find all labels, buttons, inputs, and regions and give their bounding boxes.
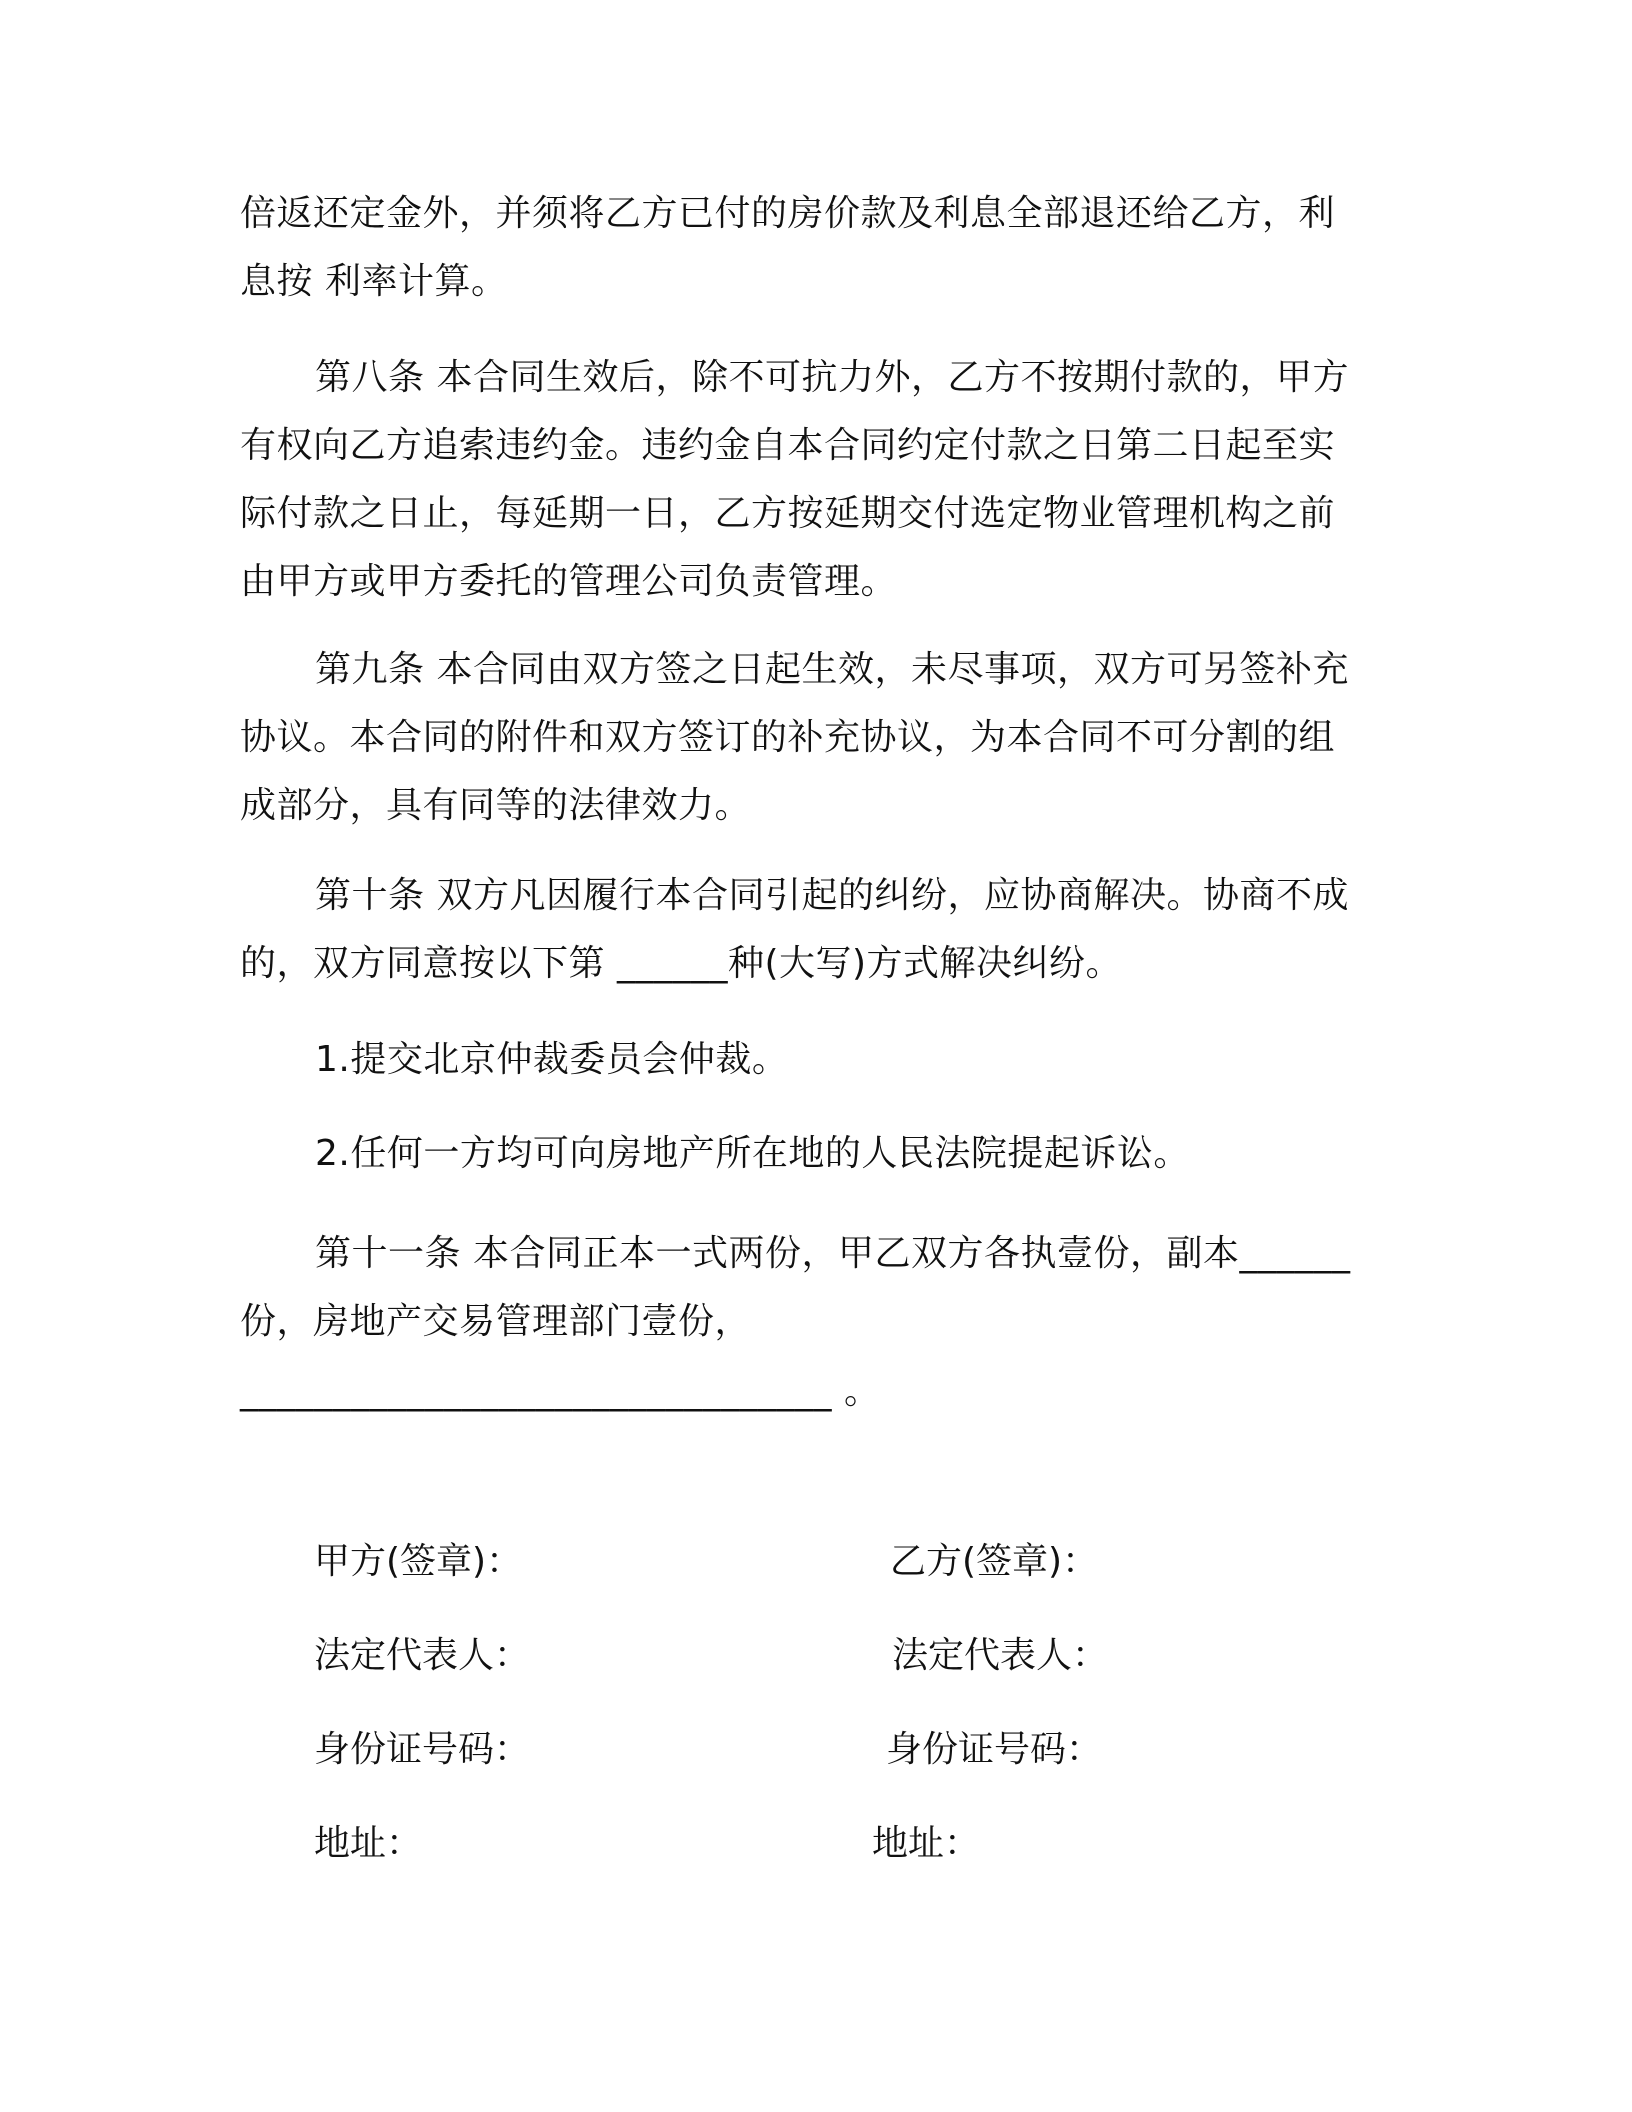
paragraph-article-8 (240, 344, 1380, 616)
party-b-rep-label: 法定代表人： (892, 1635, 1109, 1676)
text-line: 息按 利率计算。 (240, 261, 508, 302)
text-line: 成部分，具有同等的法律效力。 (240, 785, 752, 826)
text-line: 第八条 本合同生效后，除不可抗力外，乙方不按期付款的，甲方 (315, 357, 1349, 398)
party-b-address-label: 地址： (872, 1823, 981, 1864)
party-a-id-label: 身份证号码： (314, 1729, 531, 1770)
text-line: 的，双方同意按以下第 ______种(大写)方式解决纠纷。 (240, 943, 1123, 984)
paragraph-option-1 (240, 1026, 1380, 1094)
party-b-id-label: 身份证号码： (886, 1729, 1103, 1770)
text-line: 份，房地产交易管理部门壹份， (240, 1301, 752, 1342)
text-line: 第十条 双方凡因履行本合同引起的纠纷，应协商解决。协商不成 (315, 875, 1349, 916)
paragraph-article-10 (240, 862, 1380, 998)
text-line: 际付款之日止，每延期一日，乙方按延期交付选定物业管理机构之前 (240, 493, 1336, 534)
paragraph-option-2 (240, 1120, 1380, 1188)
text-line: 由甲方或甲方委托的管理公司负责管理。 (240, 561, 898, 602)
text-line: 协议。本合同的附件和双方签订的补充协议，为本合同不可分割的组 (240, 717, 1336, 758)
text-line: 第十一条 本合同正本一式两份，甲乙双方各执壹份，副本______ (315, 1233, 1351, 1274)
party-b-seal-label: 乙方(签章)： (890, 1541, 1099, 1582)
paragraph-continuation (240, 180, 1380, 316)
text-line: 1.提交北京仲裁委员会仲裁。 (315, 1039, 789, 1080)
party-a-seal-label: 甲方(签章)： (314, 1541, 523, 1582)
text-line: 2.任何一方均可向房地产所在地的人民法院提起诉讼。 (315, 1133, 1190, 1174)
text-line: ________________________________ 。 (240, 1371, 881, 1412)
paragraph-blank-line (240, 1358, 1380, 1426)
paragraph-article-11 (240, 1220, 1380, 1356)
text-line: 有权向乙方追索违约金。违约金自本合同约定付款之日第二日起至实 (240, 425, 1336, 466)
paragraph-article-9 (240, 636, 1380, 840)
text-line: 第九条 本合同由双方签之日起生效，未尽事项，双方可另签补充 (315, 649, 1349, 690)
party-a-address-label: 地址： (314, 1823, 423, 1864)
party-a-rep-label: 法定代表人： (314, 1635, 531, 1676)
text-line: 倍返还定金外，并须将乙方已付的房价款及利息全部退还给乙方，利 (240, 193, 1336, 234)
